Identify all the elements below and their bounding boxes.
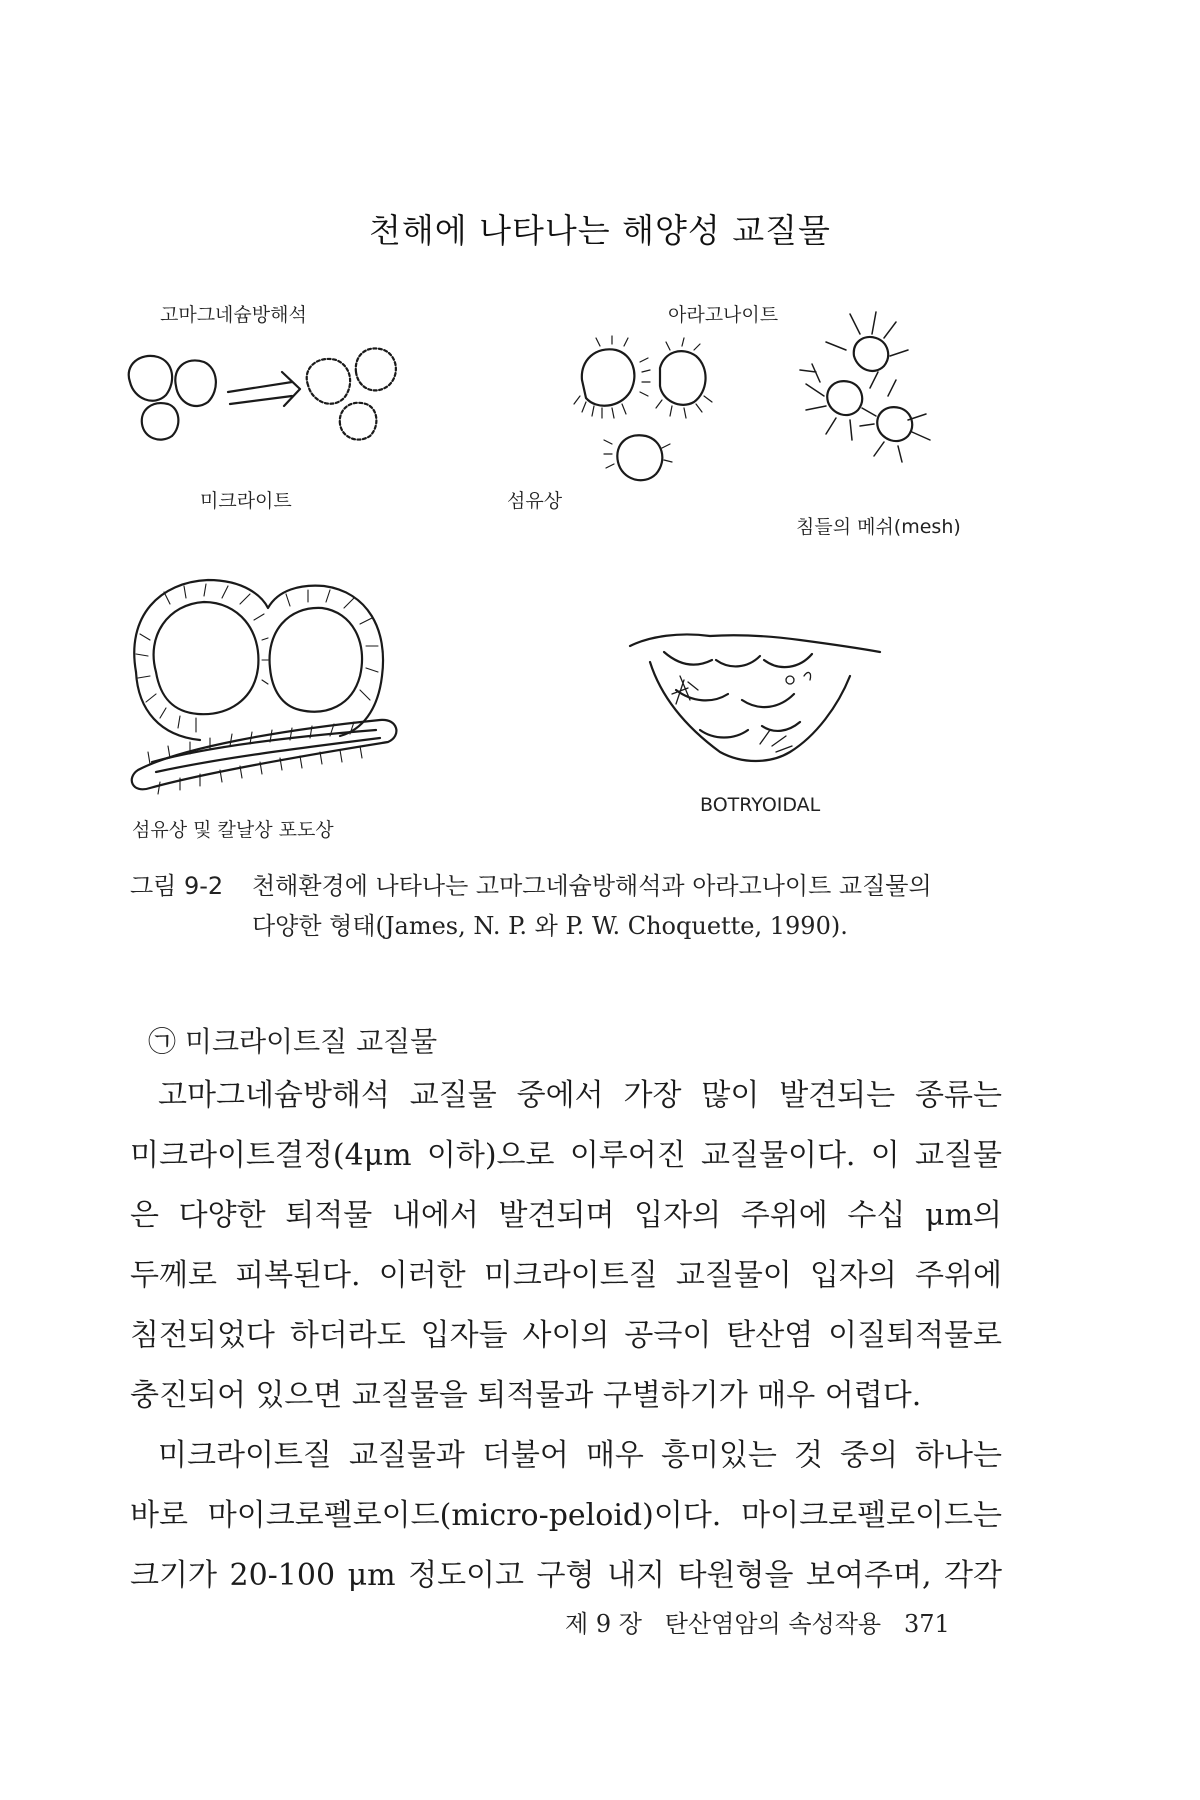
- caption-line-1: 천해환경에 나타나는 고마그네슘방해석과 아라고나이트 교질물의: [252, 872, 932, 900]
- body-line: 미크라이트결정(4μm 이하)으로 이루어진 교질물이다. 이 교질물: [130, 1138, 1002, 1173]
- page-footer: [565, 1604, 950, 1639]
- page-number: 371: [903, 1610, 950, 1638]
- body-line: 은 다양한 퇴적물 내에서 발견되며 입자의 주위에 수십 μm의: [130, 1198, 1002, 1233]
- figure-title: 천해에 나타나는 해양성 교질물: [369, 211, 831, 250]
- body-line: 바로 마이크로펠로이드(micro-peloid)이다. 마이크로펠로이드는: [130, 1498, 1002, 1533]
- figure-caption: [130, 866, 1030, 946]
- botryoidal-cement: [630, 634, 880, 761]
- label-aragonite: 아라고나이트: [668, 304, 779, 326]
- micrite-coated-grains: [307, 348, 396, 439]
- cement-illustrations: [0, 0, 1200, 860]
- label-micrite: 미크라이트: [200, 490, 292, 512]
- label-fibrous-bladed-botryoidal: 섬유상 및 칼날상 포도상: [132, 819, 334, 841]
- label-botryoidal: BOTRYOIDAL: [700, 794, 821, 816]
- body-line: 두께로 피복된다. 이러한 미크라이트질 교질물이 입자의 주위에: [130, 1258, 1002, 1293]
- body-line: 고마그네슘방해석 교질물 중에서 가장 많이 발견되는 종류는: [158, 1078, 1002, 1113]
- body-line: 미크라이트질 교질물과 더불어 매우 흥미있는 것 중의 하나는: [158, 1438, 1002, 1473]
- label-fibrous: 섬유상: [507, 490, 563, 512]
- fibrous-bladed-botryoidal-cement: [132, 580, 397, 794]
- footer-chapter: 제 9 장: [565, 1610, 642, 1638]
- caption-line-2: 다양한 형태(James, N. P. 와 P. W. Choquette, 1990).: [252, 912, 848, 940]
- body-line: 크기가 20-100 μm 정도이고 구형 내지 타원형을 보여주며, 각각: [130, 1558, 1002, 1593]
- micrite-grains-before: [129, 356, 216, 440]
- body-paragraphs: [130, 1066, 1002, 1606]
- transformation-arrow: [228, 372, 300, 406]
- caption-number: 그림 9-2: [130, 872, 224, 900]
- label-high-mg-calcite: 고마그네슘방해석: [160, 304, 307, 326]
- label-needle-mesh: 침들의 메쉬(mesh): [796, 516, 961, 538]
- section-heading: ㉠ 미크라이트질 교질물: [148, 1025, 438, 1058]
- aragonite-fibrous-grains: [574, 336, 712, 480]
- aragonite-needle-mesh: [800, 312, 930, 462]
- footer-chapter-title: 탄산염암의 속성작용: [664, 1610, 882, 1638]
- body-line: 충진되어 있으면 교질물을 퇴적물과 구별하기가 매우 어렵다.: [130, 1378, 922, 1413]
- body-line: 침전되었다 하더라도 입자들 사이의 공극이 탄산염 이질퇴적물로: [130, 1318, 1002, 1353]
